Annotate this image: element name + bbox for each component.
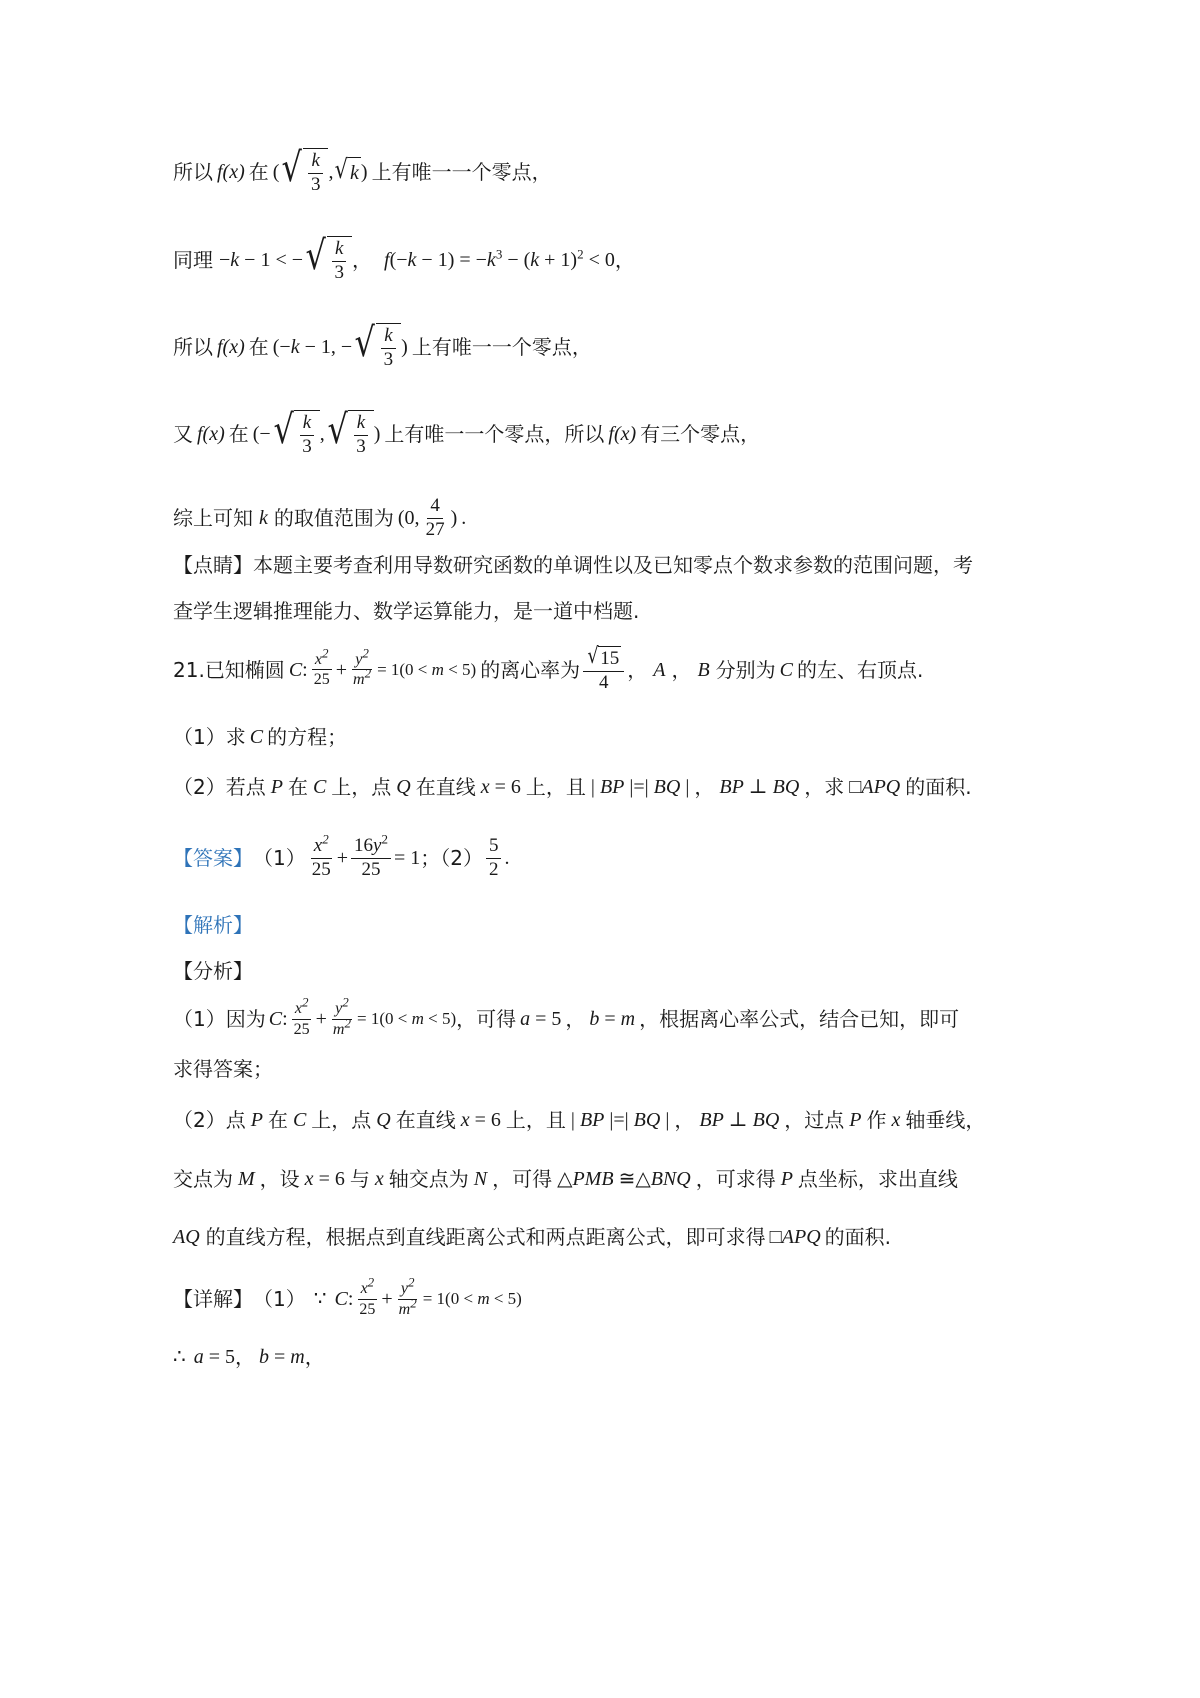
fenxi-label: 【分析】 (173, 959, 253, 983)
text: 所以 (173, 334, 213, 359)
text: ，设 (259, 1167, 300, 1191)
text: 上有唯一一个零点， (411, 334, 592, 359)
text: ，过点 (784, 1108, 845, 1132)
math-inequality: $f(-k - 1) = -k^3 - (k + 1)^2 < 0$ (384, 246, 615, 271)
text: （1） (253, 846, 306, 871)
text: ；（2） (420, 846, 483, 871)
detail-line: 【详解】 （1） ∵ C : $\frac{x^2}{25}$ + $\frac{y^2}{m^2}$ = 1(0 < m < 5) (173, 1274, 522, 1318)
text: 求得答案； (173, 1057, 273, 1081)
sqrt-k-over-3: √ $\frac{k}{3}$ (325, 410, 374, 458)
text: 轴交点为 (388, 1167, 469, 1191)
fenxi-part-1-cont (173, 1056, 273, 1082)
analysis-heading (173, 912, 253, 938)
fenxi-part-2: （2）点 P 在 C 上，点 Q 在直线 x = 6 上，且 | BP |=| BQ | ， BP ⊥ BQ ，过点 P 作 x 轴垂线， (173, 1108, 986, 1132)
analysis-label: 【解析】 (173, 913, 253, 937)
fenxi-part-2-end: AQ 的直线方程，根据点到直线距离公式和两点距离公式，即可求得 □APQ 的面积. (173, 1225, 892, 1249)
text: 上，点 (331, 775, 392, 799)
text: 已知椭圆 (204, 657, 285, 682)
text: 有三个零点， (640, 421, 761, 446)
text: 的直线方程，根据点到直线距离公式和两点距离公式，即可求得 (205, 1225, 766, 1249)
text: . (461, 507, 467, 530)
text: （2）点 (173, 1108, 246, 1132)
text: 上，且 (505, 1108, 566, 1132)
fenxi-part-2-cont: 交点为 M ，设 x = 6 与 x 轴交点为 N ，可得 △PMB ≅△BNQ ，可求得 P 点坐标，求出直线 (173, 1167, 958, 1191)
text: ，根据离心率公式，结合已知，即可 (639, 1007, 960, 1032)
math-fx: f(x) (197, 422, 225, 445)
comment-label: 【点睛】 (173, 553, 253, 577)
text: 上有唯一一个零点， (371, 159, 552, 184)
fenxi-heading (173, 958, 253, 984)
problem-21-statement: 21. 已知椭圆 C : $\frac{x^2}{25}$ + $\frac{y^2}{m^2}$ = 1(0 < m < 5) 的离心率为 √ 15 4 ， A ， B 分别为 C 的左、右顶点. (173, 644, 924, 693)
text: （1）求 (173, 725, 246, 749)
text: . (504, 847, 510, 870)
text: （1） (253, 1287, 306, 1312)
comment-block (173, 546, 1043, 630)
answer-line: 【答案】 （1） $\frac{x^2}{25}$ + $\frac{16y^2}{25}$ = 1 ；（2） $\frac{5}{2}$ . (173, 831, 510, 880)
text: 在 (287, 775, 308, 799)
fraction-4-27: $\frac{4}{27}$ (425, 495, 445, 540)
detail-label: 【详解】 (173, 1287, 253, 1312)
text: ，可求得 (695, 1167, 776, 1191)
sqrt-k-over-3: √ $\frac{k}{3}$ (303, 236, 352, 284)
text: 的面积. (824, 1225, 892, 1249)
text: 上，点 (311, 1108, 372, 1132)
text: 交点为 (173, 1167, 233, 1191)
text: 所以 (173, 159, 213, 184)
text: 的左、右顶点. (797, 657, 924, 682)
text: ，求 (804, 775, 845, 799)
text: ，可得 (456, 1007, 517, 1032)
text: 在直线 (395, 1108, 456, 1132)
text: 分别为 (715, 657, 776, 682)
text: 的离心率为 (480, 657, 581, 682)
math-k: k (259, 507, 268, 530)
sqrt-k-over-3: √ $\frac{k}{3}$ (271, 410, 320, 458)
text: 上，且 (525, 775, 586, 799)
zero-point-line-4: 又 f(x) 在 (− √ $\frac{k}{3}$ , √ $\frac{k}{3}$ ) 上有唯一一个零点，所以 f(x) 有三个零点， (173, 407, 761, 457)
text: 的取值范围为 (273, 506, 394, 531)
text: 在 (267, 1108, 288, 1132)
text: 在 (228, 421, 249, 446)
therefore-symbol: ∴ (173, 1346, 186, 1368)
text: ，可得 (492, 1167, 553, 1191)
question-2: （2）若点 P 在 C 上，点 Q 在直线 x = 6 上，且 | BP |=| BQ | ， BP ⊥ BQ ，求 □APQ 的面积. (173, 775, 972, 799)
therefore-line: ∴ a = 5 ， b = m ， (173, 1345, 325, 1369)
math-fx: f(x) (608, 422, 637, 445)
text: ， (352, 247, 373, 272)
question-1: （1）求 C 的方程； (173, 725, 348, 749)
text: 作 (866, 1108, 887, 1132)
text: 在 (248, 334, 269, 359)
text: （2）若点 (173, 775, 266, 799)
math-fx: f(x) (217, 160, 245, 183)
text: 在直线 (415, 775, 476, 799)
text: 上有唯一一个零点，所以 (384, 421, 605, 446)
text: 同理 (173, 247, 213, 272)
text: 点坐标，求出直线 (797, 1167, 958, 1191)
fenxi-part-1: （1）因为 C : $\frac{x^2}{25}$ + $\frac{y^2}{m^2}$ = 1(0 < m < 5) ，可得 a = 5 ， b = m ，根据离心率公式，结合已知，即可 (173, 994, 960, 1038)
text: 又 (173, 421, 193, 446)
text: （1）因为 (173, 1007, 266, 1032)
zero-point-line-2: 同理 −k − 1 < − √ $\frac{k}{3}$ ， $f(-k - 1) = -k^3 - (k + 1)^2 < 0$ ， (173, 233, 635, 283)
math-interval: ( (272, 160, 280, 183)
text: 在 (248, 159, 269, 184)
sqrt-k: √ k (335, 155, 359, 186)
text: 与 (349, 1167, 370, 1191)
sqrt-k-over-3: √ $\frac{k}{3}$ (279, 148, 328, 196)
zero-point-line-1: 所以 f(x) 在 ( √ $\frac{k}{3}$ , √ k ) 上有唯一一个零点， (173, 145, 552, 195)
zero-point-line-3: 所以 f(x) 在 (−k − 1, − √ $\frac{k}{3}$ ) 上有唯一一个零点， (173, 320, 592, 370)
comment-text: 本题主要考查利用导数研究函数的单调性以及已知零点个数求参数的范围问题，考 (253, 553, 973, 577)
because-symbol: ∵ (313, 1288, 327, 1311)
text: 的方程； (267, 725, 348, 749)
conclusion-line: 综上可知 k 的取值范围为 (0, $\frac{4}{27}$ ) . (173, 495, 467, 540)
math-fx: f(x) (217, 335, 245, 358)
text: 综上可知 (173, 506, 253, 531)
answer-label: 【答案】 (173, 846, 253, 871)
problem-number: 21. (173, 657, 205, 682)
comment-text: 查学生逻辑推理能力、数学运算能力，是一道中档题. (173, 599, 640, 623)
text: 轴垂线， (905, 1108, 986, 1132)
text: 的面积. (905, 775, 972, 799)
sqrt-k-over-3: √ $\frac{k}{3}$ (352, 323, 401, 371)
